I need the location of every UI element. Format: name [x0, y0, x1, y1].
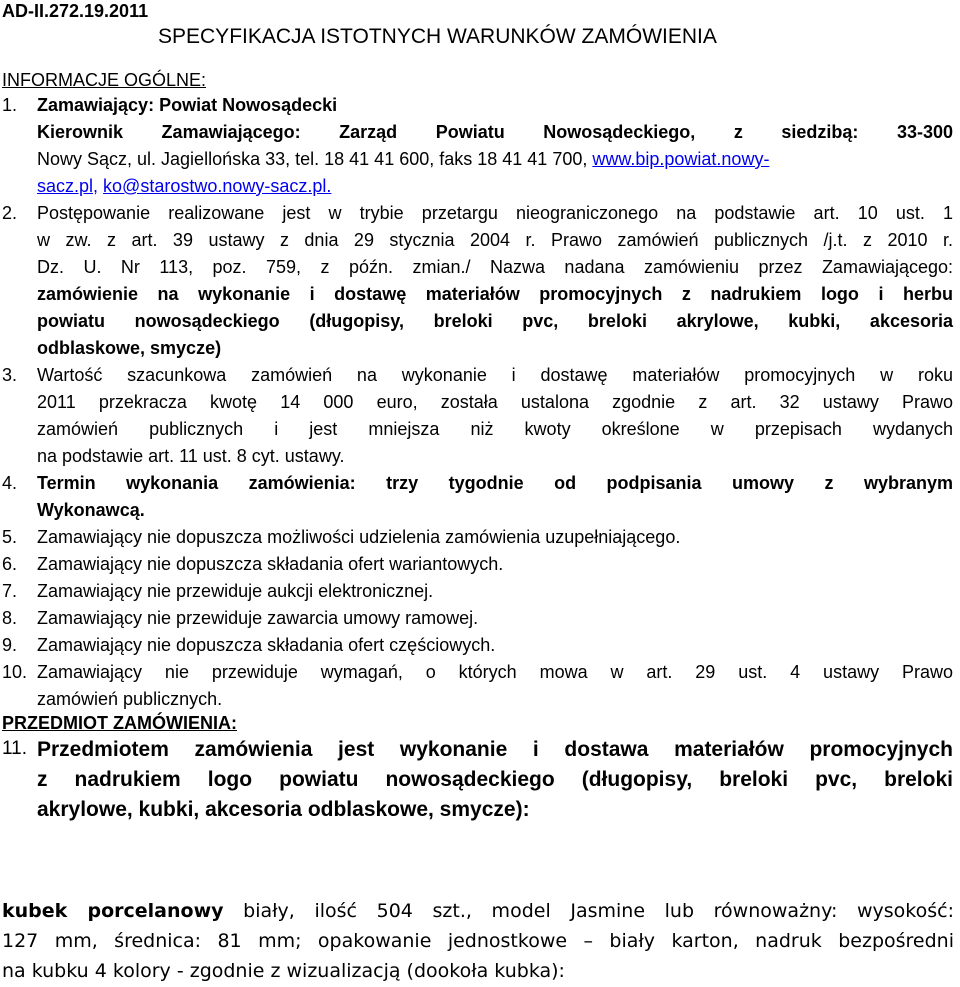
item-number: 5. [2, 527, 18, 547]
item4-line2: Wykonawcą. [37, 500, 145, 520]
item-number: 11. [2, 738, 28, 759]
section-heading-general: INFORMACJE OGÓLNE: [2, 70, 207, 90]
item2-line3: Dz. U. Nr 113, poz. 759, z późn. zmian./ Nazwa nadana zamówieniu przez Zamawiającego: [37, 257, 953, 277]
kubek-line3: na kubku 4 kolory - zgodnie z wizualizacją (dookoła kubka): [2, 960, 565, 982]
item2-bold2: powiatu nowosądeckiego (długopisy, breloki pvc, breloki akrylowe, kubki, akcesoria [37, 311, 953, 331]
bip-link[interactable]: www.bip.powiat.nowy- [592, 149, 770, 169]
item-number: 2. [2, 203, 18, 223]
item1-line3 [37, 146, 769, 172]
item1-line3-text: Nowy Sącz, ul. Jagiellońska 33, tel. 18 41 41 600, faks 18 41 41 700, [37, 149, 593, 169]
item2-bold1: zamówienie na wykonanie i dostawę materiałów promocyjnych z nadrukiem logo i herbu [37, 284, 953, 304]
item1-line2: Kierownik Zamawiającego: Zarząd Powiatu Nowosądeckiego, z siedzibą: 33-300 [37, 122, 953, 142]
section-heading-subject: PRZEDMIOT ZAMÓWIENIA: [2, 713, 237, 733]
kubek-line1 [2, 896, 954, 926]
item-number: 7. [2, 581, 18, 601]
item-number: 4. [2, 473, 18, 493]
item8: Zamawiający nie przewiduje zawarcia umowy ramowej. [37, 608, 479, 628]
item-number: 9. [2, 635, 18, 655]
item1-line1: Zamawiający: Powiat Nowosądecki [37, 95, 338, 115]
item10-line1: Zamawiający nie przewiduje wymagań, o których mowa w art. 29 ust. 4 ustawy Prawo [37, 662, 953, 682]
item11-line1: Przedmiotem zamówienia jest wykonanie i dostawa materiałów promocyjnych [37, 738, 953, 761]
item-number: 6. [2, 554, 18, 574]
item11-line2: z nadrukiem logo powiatu nowosądeckiego (długopisy, breloki pvc, breloki [37, 768, 953, 791]
item-number: 3. [2, 365, 18, 385]
item11-line3: akrylowe, kubki, akcesoria odblaskowe, smycze): [37, 798, 530, 821]
document-reference: AD-II.272.19.2011 [2, 1, 149, 21]
item10-line2: zamówień publicznych. [37, 689, 223, 709]
item3-line3: zamówień publicznych i jest mniejsza niż kwoty określone w przepisach wydanych [37, 419, 953, 439]
item2-bold3: odblaskowe, smycze) [37, 338, 222, 358]
kubek-line1-text: biały, ilość 504 szt., model Jasmine lub równoważny: wysokość: [223, 900, 954, 922]
item3-line2: 2011 przekracza kwotę 14 000 euro, została ustalona zgodnie z art. 32 ustawy Prawo [37, 392, 953, 412]
item2-line2: w zw. z art. 39 ustawy z dnia 29 stycznia 2004 r. Prawo zamówień publicznych /j.t. z 2010 r. [37, 230, 953, 250]
item-number: 8. [2, 608, 18, 628]
kubek-name: kubek porcelanowy [2, 900, 224, 922]
item7: Zamawiający nie przewiduje aukcji elektronicznej. [37, 581, 434, 601]
item2-line1: Postępowanie realizowane jest w trybie przetargu nieograniczonego na podstawie art. 10 ust. 1 [37, 203, 953, 223]
item1-line4 [37, 173, 331, 199]
item5: Zamawiający nie dopuszcza możliwości udzielenia zamówienia uzupełniającego. [37, 527, 681, 547]
item-number: 1. [2, 95, 18, 115]
bip-link-cont[interactable]: sacz.pl, [37, 176, 99, 196]
item6: Zamawiający nie dopuszcza składania ofert wariantowych. [37, 554, 504, 574]
page-title: SPECYFIKACJA ISTOTNYCH WARUNKÓW ZAMÓWIENIA [158, 25, 717, 48]
item-number: 10. [2, 662, 28, 682]
kubek-line2: 127 mm, średnica: 81 mm; opakowanie jednostkowe – biały karton, nadruk bezpośredni [2, 930, 954, 952]
email-link[interactable]: ko@starostwo.nowy-sacz.pl. [103, 176, 332, 196]
item3-line1: Wartość szacunkowa zamówień na wykonanie i dostawę materiałów promocyjnych w roku [37, 365, 953, 385]
item3-line4: na podstawie art. 11 ust. 8 cyt. ustawy. [37, 446, 345, 466]
item9: Zamawiający nie dopuszcza składania ofert częściowych. [37, 635, 496, 655]
item4-line1: Termin wykonania zamówienia: trzy tygodnie od podpisania umowy z wybranym [37, 473, 953, 493]
